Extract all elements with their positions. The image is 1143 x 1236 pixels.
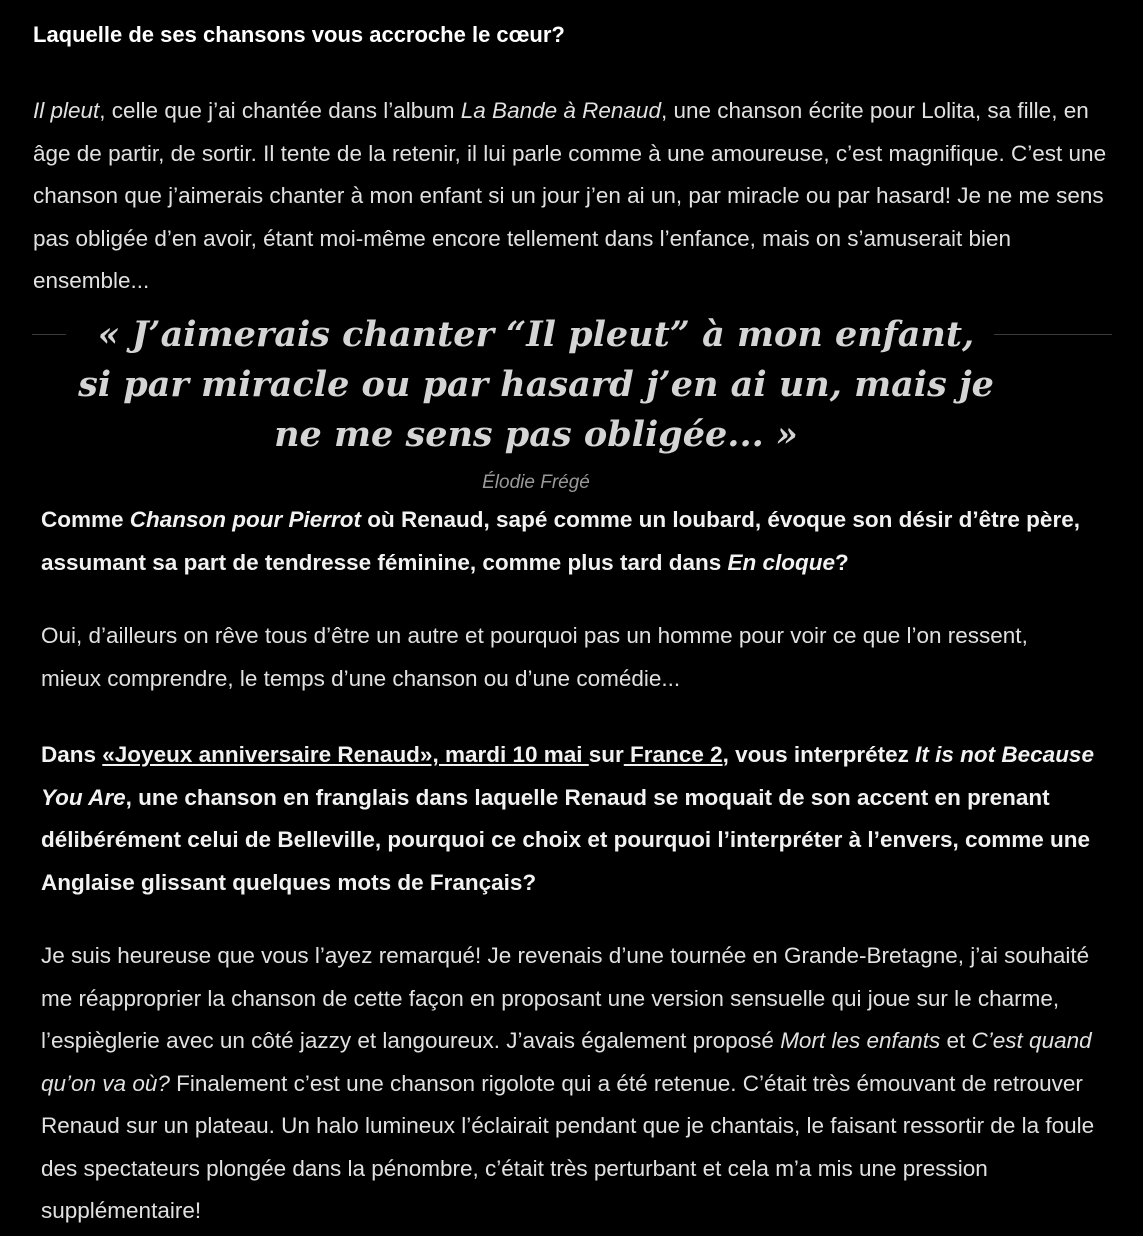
song-title-chanson-pour-pierrot: Chanson pour Pierrot — [129, 507, 362, 532]
pull-quote-author: Élodie Frégé — [482, 472, 590, 493]
question-3-text-4: , une chanson en franglais dans laquelle Renaud se moquait de son accent en prenant délibérément celui de Belleville, pourquoi ce choix et pourquoi l’interpréter à l’envers, comme une Anglaise glissant quelques mots de Français? — [41, 784, 1091, 895]
link-france-2[interactable]: France 2 — [623, 742, 723, 767]
song-title-il-pleut: Il pleut — [33, 98, 100, 123]
answer-1 — [0, 90, 1143, 303]
song-title-cest-quand: C’est quand qu’on va où? — [41, 1028, 1092, 1096]
question-3-text-3: , vous interprétez — [722, 742, 916, 767]
song-title-en-cloque: En cloque — [727, 549, 835, 575]
song-title-it-is-not-because-you-are: It is not Because You Are — [41, 742, 1094, 810]
question-3 — [0, 734, 1143, 904]
answer-3-text-3: Finalement c’est une chanson rigolote qui a été retenue. C’était très émouvant de retrouver Renaud sur un plateau. Un halo lumineux l’éclairait pendant que je chantais, le faisant ressortir de la foule des spectateurs plongée dans la pénombre, c’était très perturbant et cela m’a mis une pression supplémentaire! — [41, 1070, 1095, 1223]
answer-1-text-1: , celle que j’ai chantée dans l’album — [99, 98, 461, 123]
pull-quote-divider-left — [32, 334, 66, 335]
question-2-text-2: où Renaud, sapé comme un loubard, évoque son désir d’être père, assumant sa part de tendresse féminine, comme plus tard dans — [41, 507, 1080, 575]
question-1 — [0, 20, 1143, 50]
answer-2-text: Oui, d’ailleurs on rêve tous d’être un autre et pourquoi pas un homme pour voir ce que l’on ressent, mieux comprendre, le temps d’une chanson ou d’une comédie... — [41, 623, 1028, 691]
question-1-text: Laquelle de ses chansons vous accroche le cœur? — [33, 22, 565, 47]
pull-quote-text: « J’aimerais chanter “Il pleut” à mon enfant, si par miracle ou par hasard j’en ai un, mais je ne me sens pas obligée... » — [78, 314, 994, 455]
question-3-text-1: Dans — [41, 742, 103, 767]
question-3-text-2: sur — [588, 742, 624, 767]
song-title-mort-les-enfants: Mort les enfants — [780, 1028, 941, 1053]
pull-quote-divider-right — [994, 334, 1112, 335]
answer-3 — [0, 935, 1143, 1233]
question-2-text-3: ? — [835, 549, 849, 575]
link-joyeux-anniversaire[interactable]: «Joyeux anniversaire Renaud», mardi 10 mai — [102, 742, 589, 767]
answer-3-text-2: et — [940, 1028, 972, 1053]
answer-2 — [0, 615, 1143, 700]
album-title: La Bande à Renaud — [460, 98, 661, 123]
answer-1-text-2: , une chanson écrite pour Lolita, sa fille, en âge de partir, de sortir. Il tente de la retenir, il lui parle comme à une amoureuse, c’est magnifique. C’est une chanson que j’aimerais chanter à mon enfant si un jour j’en ai un, par miracle ou par hasard! Je ne me sens pas obligée d’en avoir, étant moi-même encore tellement dans l’enfance, mais on s’amuserait bien ensemble... — [33, 98, 1107, 293]
answer-3-text-1: Je suis heureuse que vous l’ayez remarqué! Je revenais d’une tournée en Grande-Bretagne, j’ai souhaité me réapproprier la chanson de cette façon en proposant une version sensuelle qui joue sur le charme, l’espièglerie avec un côté jazzy et langoureux. J’avais également proposé — [41, 943, 1090, 1053]
question-2-text-1: Comme — [41, 507, 130, 532]
pull-quote-block — [32, 310, 1112, 500]
question-2 — [0, 499, 1143, 584]
